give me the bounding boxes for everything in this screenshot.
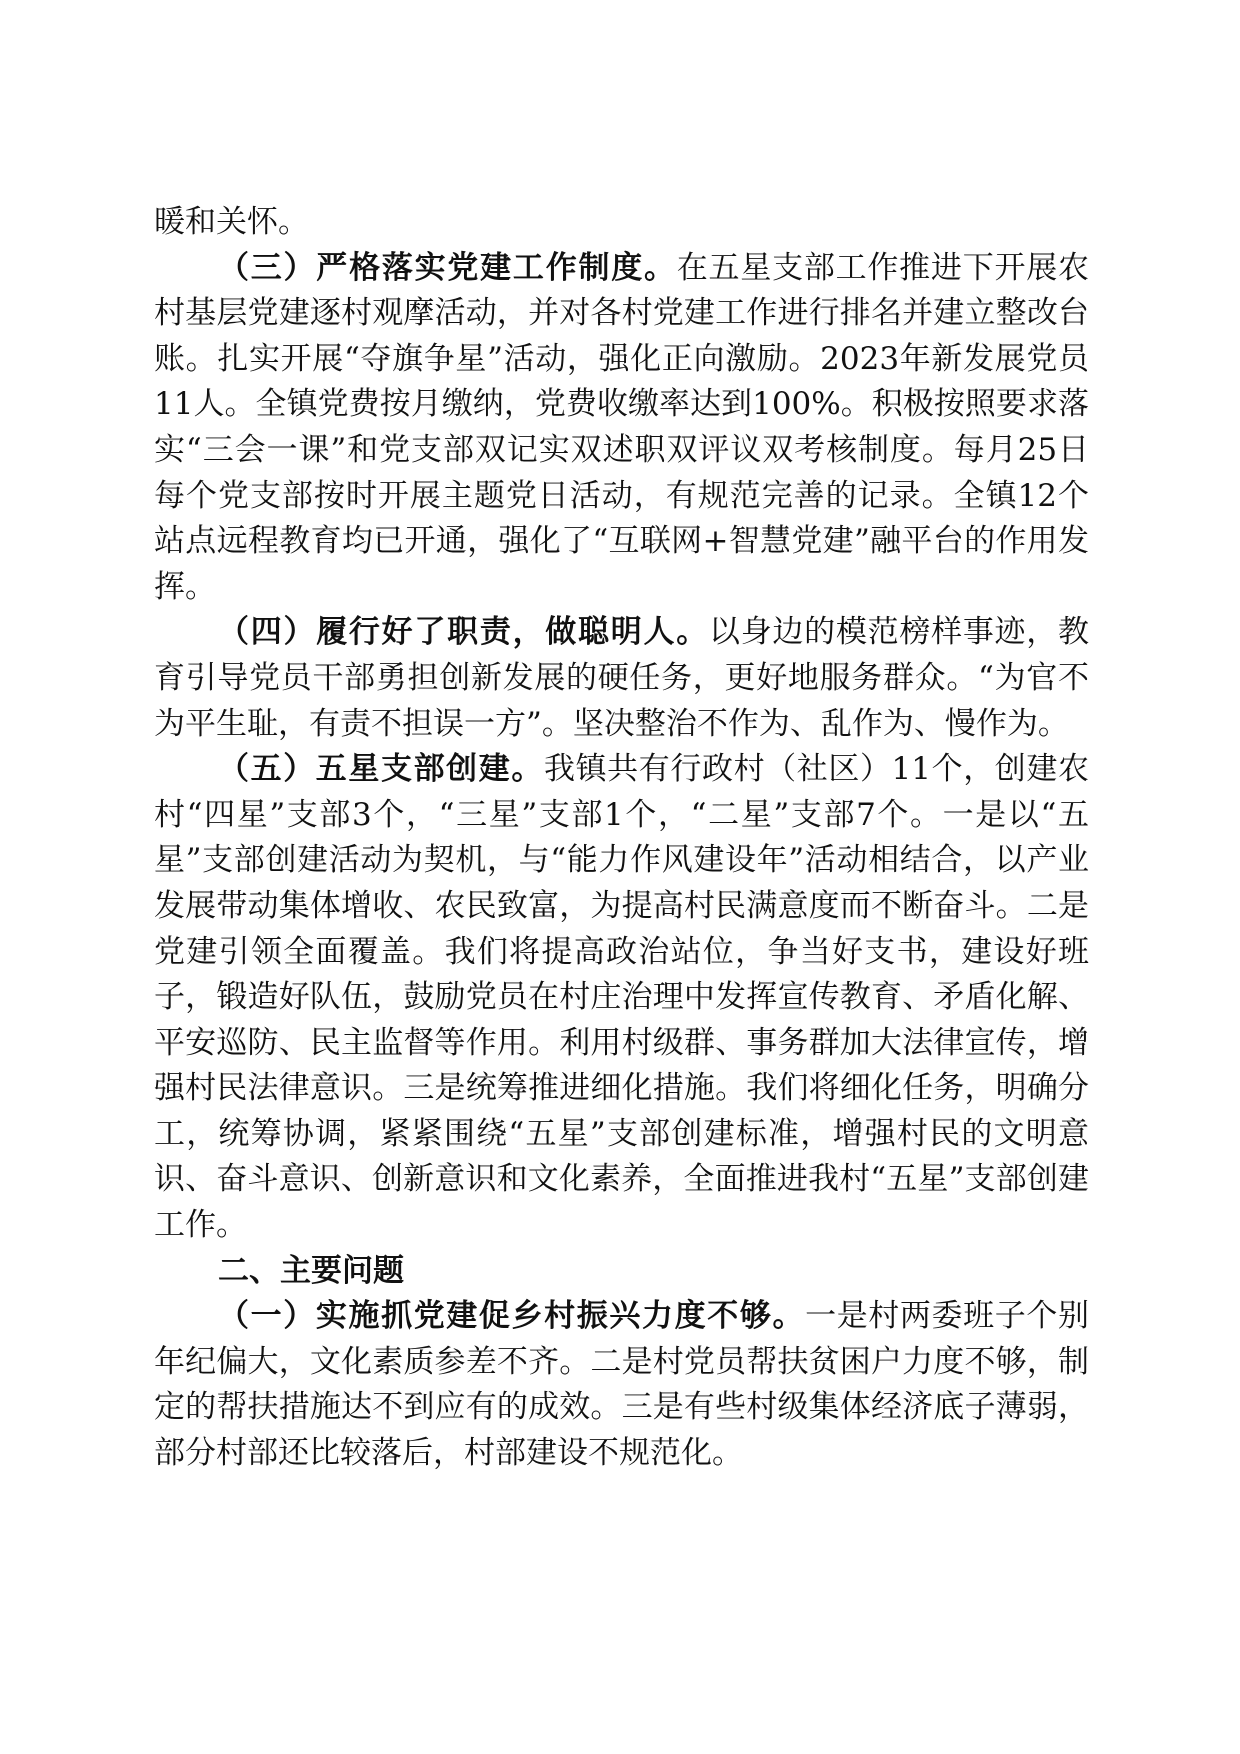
paragraph-lead: （四）履行好了职责，做聪明人。 <box>218 614 709 651</box>
paragraph-text: 我镇共有行政村（社区）11个，创建农村“四星”支部3个，“三星”支部1个，“二星”支部7个。一是以“五星”支部创建活动为契机，与“能力作风建设年”活动相结合，以产业发展带动集体增收、农民致富，为提高村民满意度而不断奋斗。二是党建引领全面覆盖。我们将提高政治站位，争当好支书，建设好班子，锻造好队伍，鼓励党员在村庄治理中发挥宣传教育、矛盾化解、平安巡防、民主监督等作用。利用村级群、事务群加大法律宣传，增强村民法律意识。三是统筹推进细化措施。我们将细化任务，明确分工，统筹协调，紧紧围绕“五星”支部创建标准，增强村民的文明意识、奋斗意识、创新意识和文化素养，全面推进我村“五星”支部创建工作。 <box>154 751 1089 1244</box>
paragraph-continuation <box>154 200 1089 246</box>
document-body <box>154 200 1089 1477</box>
paragraph-text: 暖和关怀。 <box>154 204 309 240</box>
paragraph-lead: （三）严格落实党建工作制度。 <box>218 249 677 286</box>
paragraph-text: 在五星支部工作推进下开展农村基层党建逐村观摩活动，并对各村党建工作进行排名并建立整改台账。扎实开展“夺旗争星”活动，强化正向激励。2023年新发展党员11人。全镇党费按月缴纳，党费收缴率达到100%。积极按照要求落实“三会一课”和党支部双记实双述职双评议双考核制度。每月25日每个党支部按时开展主题党日活动，有规范完善的记录。全镇12个站点远程教育均已开通，强化了“互联网+智慧党建”融平台的作用发挥。 <box>154 249 1090 605</box>
section-heading-main-problems: 二、主要问题 <box>218 1252 404 1289</box>
paragraph-text: 一是村两委班子个别年纪偏大，文化素质参差不齐。二是村党员帮扶贫困户力度不够，制定的帮扶措施达不到应有的成效。三是有些村级集体经济底子薄弱，部分村部还比较落后，村部建设不规范化。 <box>154 1298 1090 1472</box>
paragraph-rural-revitalization <box>154 1294 1089 1476</box>
paragraph-lead: （五）五星支部创建。 <box>218 751 544 788</box>
paragraph-fulfil-duties <box>154 610 1089 747</box>
paragraph-party-building-system <box>154 246 1089 611</box>
paragraph-text: 以身边的模范榜样事迹，教育引导党员干部勇担创新发展的硬任务，更好地服务群众。“为官不为平生耻，有责不担误一方”。坚决整治不作为、乱作为、慢作为。 <box>154 614 1090 742</box>
paragraph-lead: （一）实施抓党建促乡村振兴力度不够。 <box>218 1298 806 1335</box>
paragraph-five-star-branch <box>154 747 1089 1249</box>
